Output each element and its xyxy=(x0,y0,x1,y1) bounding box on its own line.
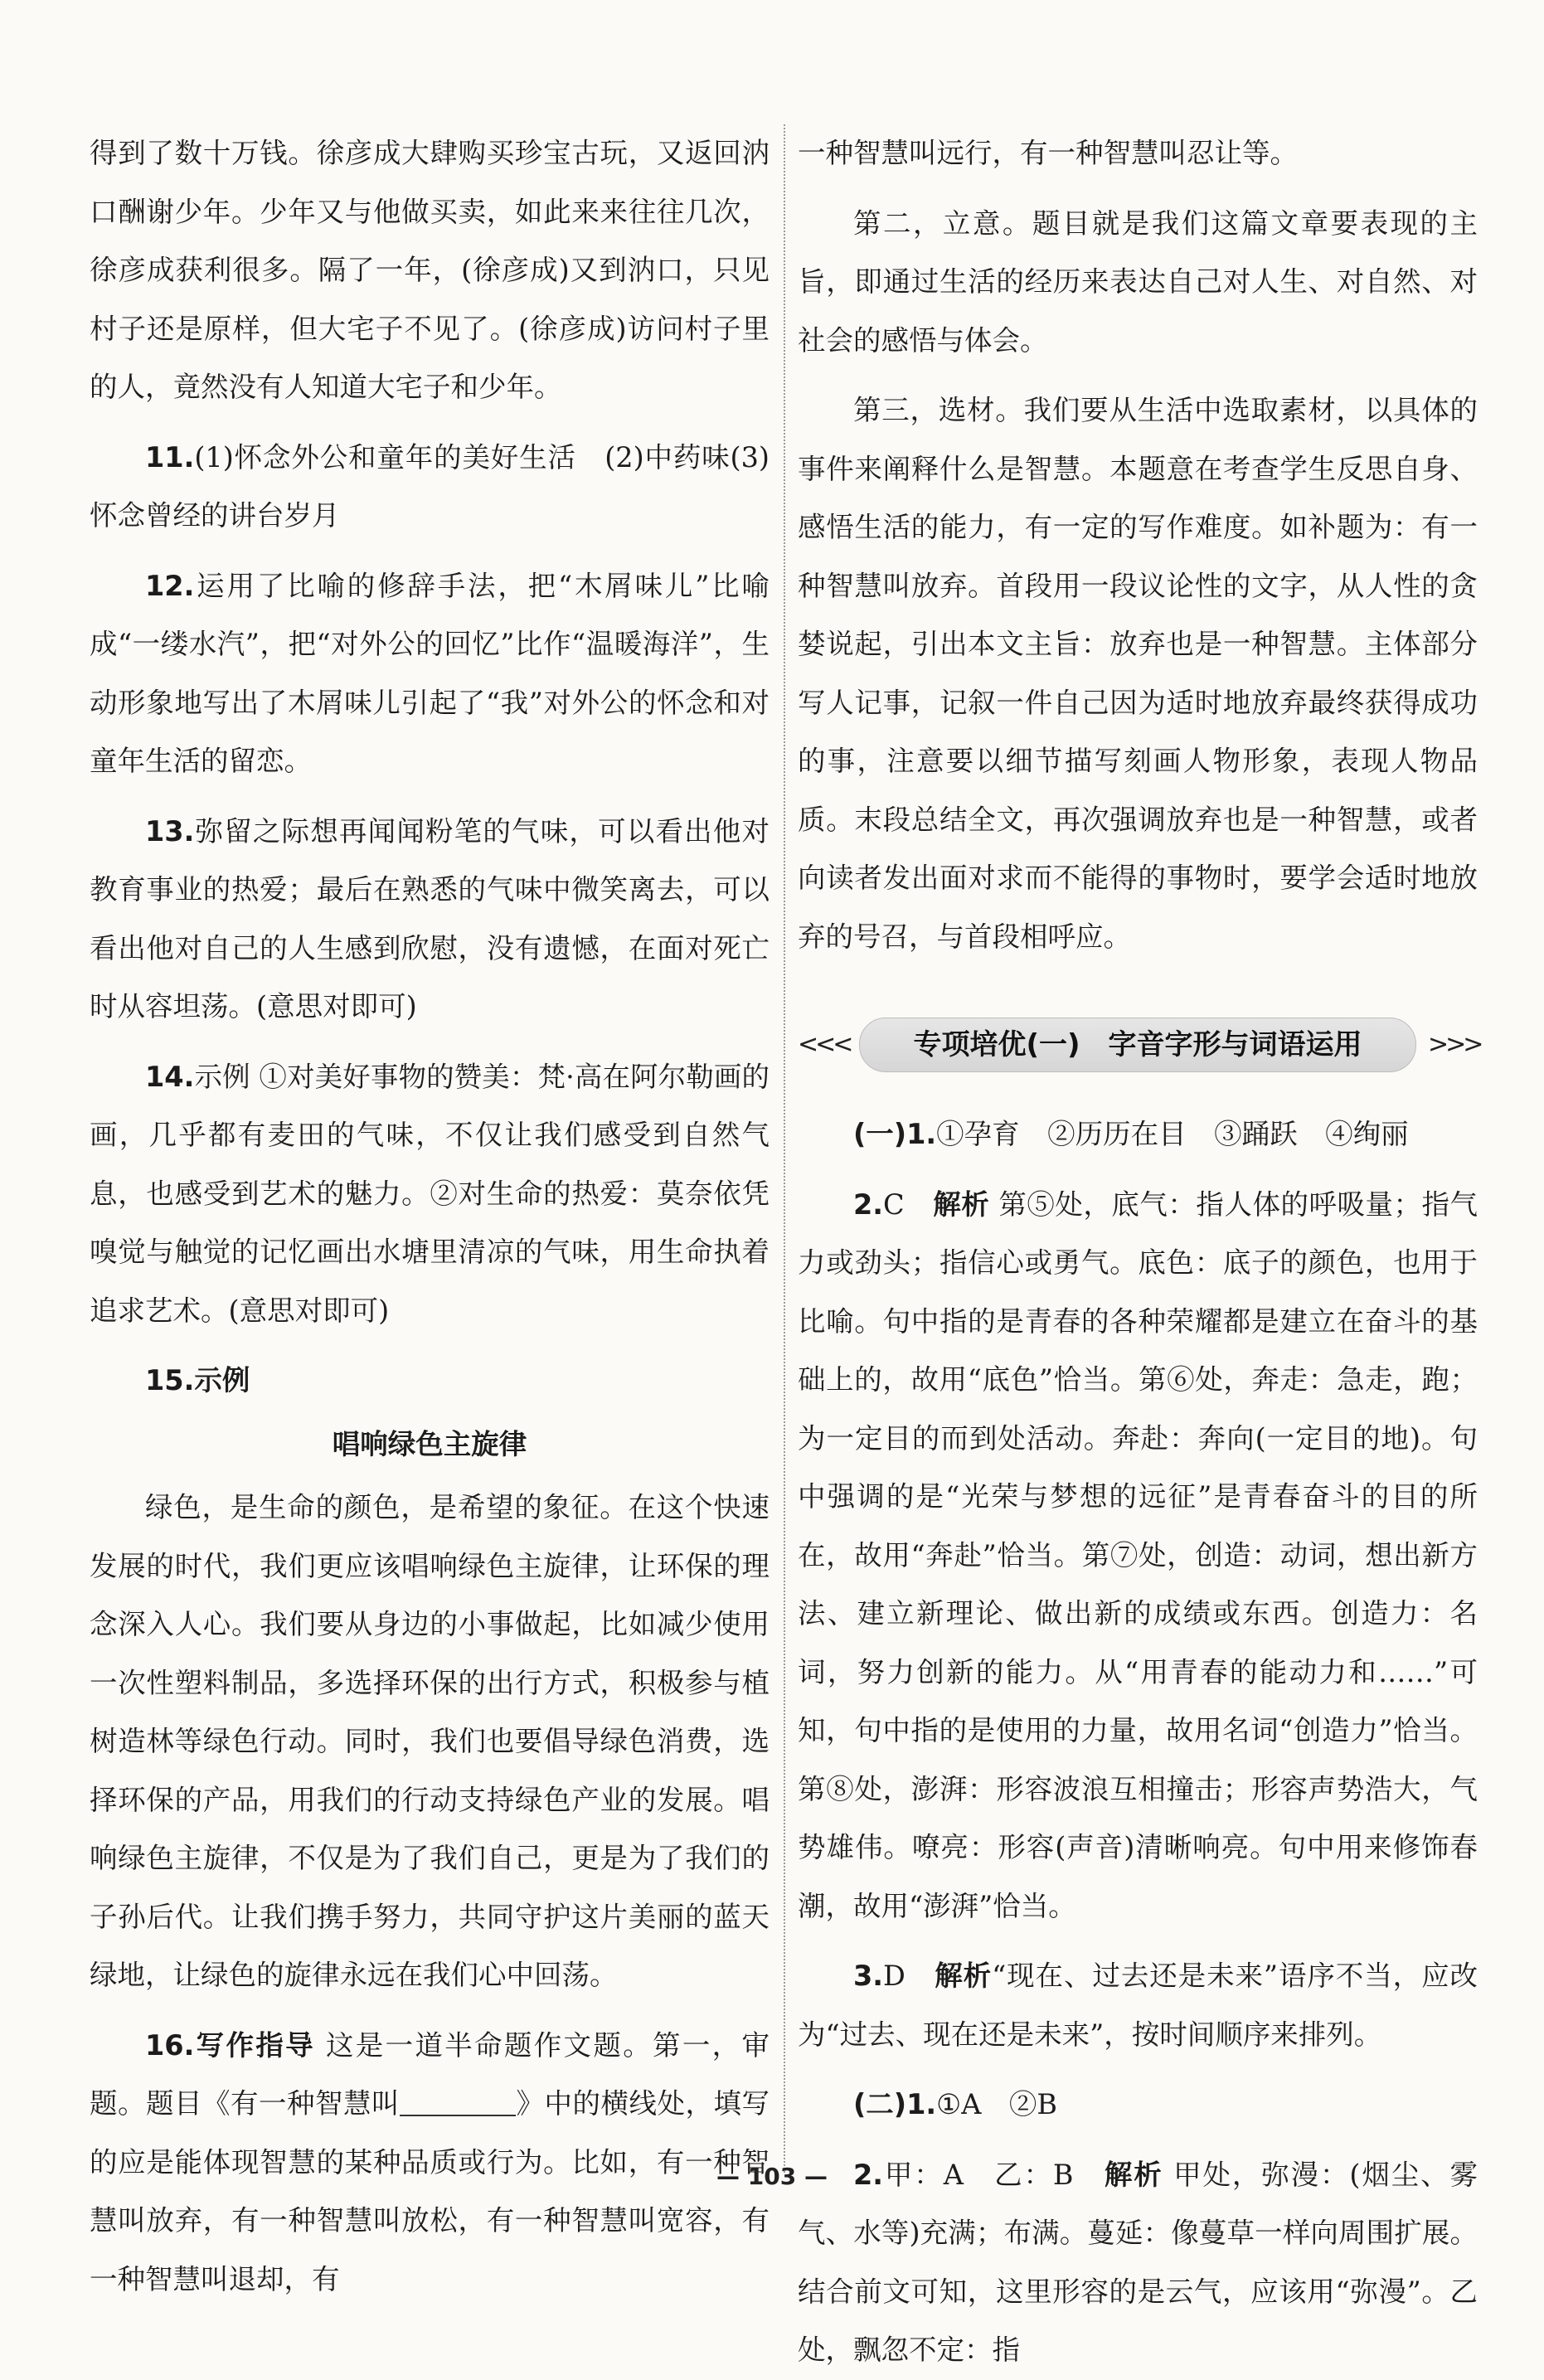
answer-15-label: 示例 xyxy=(194,1364,250,1396)
answer-11-number: 11. xyxy=(145,440,195,474)
answer-15-number: 15. xyxy=(145,1364,195,1396)
group1-answer-2 xyxy=(798,1176,1478,1936)
fill-in-blank-line xyxy=(400,2087,516,2117)
group1-answer-2-text: 第⑤处，底气：指人体的呼吸量；指气力或劲头；指信心或勇气。底色：底子的颜色，也用于比喻。句中指的是青春的各种荣耀都是建立在奋斗的基础上的，故用“底色”恰当。第⑥处，奔走：急走，跑；为一定目的而到处活动。奔赴：奔向(一定目的地)。句中强调的是“光荣与梦想的远征”是青春奋斗的目的所在，故用“奔赴”恰当。第⑦处，创造：动词，想出新方法、建立新理论、做出新的成绩或东西。创造力：名词，努力创新的能力。从“用青春的能动力和……”可知，句中指的是使用的力量，故用名词“创造力”恰当。第⑧处，澎湃：形容波浪互相撞击；形容声势浩大，气势雄伟。嘹亮：形容(声音)清晰响亮。句中用来修饰春潮，故用“澎湃”恰当。 xyxy=(798,1188,1478,1922)
group2-answer-2-number: 2. xyxy=(853,2158,884,2191)
essay-title: 唱响绿色主旋律 xyxy=(332,1427,527,1460)
answer-14 xyxy=(90,1048,770,1341)
section-header xyxy=(798,1016,1481,1074)
group2-answer-2-label: 解析 xyxy=(1104,2158,1163,2191)
chevron-left-icon: <<< xyxy=(798,1029,851,1059)
section-title: 专项培优(一) 字音字形与词语运用 xyxy=(859,1018,1416,1072)
group1-answer-3-text: “现在、过去还是未来”语序不当，应改为“过去、现在还是未来”，按时间顺序来排列。 xyxy=(798,1960,1478,2051)
column-divider xyxy=(784,124,786,2173)
paragraph-second: 第二，立意。题目就是我们这篇文章要表现的主旨，即通过生活的经历来表达自己对人生、对自然、对社会的感悟与体会。 xyxy=(798,206,1478,357)
group1-answer-3-number: 3. xyxy=(853,1960,884,1992)
paragraph-third: 第三，选材。我们要从生活中选取素材，以具体的事件来阐释什么是智慧。本题意在考查学生反思自身、感悟生活的能力，有一定的写作难度。如补题为：有一种智慧叫放弃。首段用一段议论性的文字，从人性的贪婪说起，引出本文主旨：放弃也是一种智慧。主体部分写人记事，记叙一件自己因为适时地放弃最终获得成功的事，注意要以细节描写刻画人物形象，表现人物品质。末段总结全文，再次强调放弃也是一种智慧，或者向读者发出面对求而不能得的事物时，要学会适时地放弃的号召，与首段相呼应。 xyxy=(798,394,1478,953)
intro-paragraph: 得到了数十万钱。徐彦成大肆购买珍宝古玩，又返回汭口酬谢少年。少年又与他做买卖，如此来来往往几次，徐彦成获利很多。隔了一年，(徐彦成)又到汭口，只见村子还是原样，但大宅子不见了。(徐彦成)访问村子里的人，竟然没有人知道大宅子和少年。 xyxy=(90,137,770,403)
group2-answer-1 xyxy=(798,2076,1478,2135)
group1-answer-1-head: (一)1. xyxy=(853,1118,937,1150)
group2-answer-1-text: ①A ②B xyxy=(936,2088,1058,2120)
answer-13-number: 13. xyxy=(145,814,195,848)
group1-answer-1 xyxy=(798,1105,1478,1164)
left-column xyxy=(90,124,770,2309)
group1-answer-2-label: 解析 xyxy=(933,1188,990,1221)
answer-16-number: 16. xyxy=(145,2028,195,2062)
group2-answer-1-head: (二)1. xyxy=(853,2088,937,2120)
answer-11 xyxy=(90,429,770,546)
group1-answer-1-text: ①孕育 ②历历在目 ③踊跃 ④绚丽 xyxy=(936,1118,1409,1150)
group1-answer-3-label: 解析 xyxy=(935,1960,993,1992)
answer-15 xyxy=(90,1352,770,1411)
group2-answer-2-choice: 甲：A 乙：B xyxy=(883,2158,1074,2191)
essay-body: 绿色，是生命的颜色，是希望的象征。在这个快速发展的时代，我们更应该唱响绿色主旋律，让环保的理念深入人心。我们要从身边的小事做起，比如减少使用一次性塑料制品，多选择环保的出行方式，积极参与植树造林等绿色行动。同时，我们也要倡导绿色消费，选择环保的产品，用我们的行动支持绿色产业的发展。唱响绿色主旋律，不仅是为了我们自己，更是为了我们的子孙后代。让我们携手努力，共同守护这片美丽的蓝天绿地，让绿色的旋律永远在我们心中回荡。 xyxy=(90,1491,770,1991)
answer-16-label: 写作指导 xyxy=(194,2028,315,2062)
group1-answer-2-number: 2. xyxy=(853,1188,884,1221)
chevron-right-icon: >>> xyxy=(1428,1029,1481,1059)
answer-16-text-a: 这是一道半命题作文题。第一，审题。题目《有一种智慧叫 xyxy=(90,2028,770,2120)
answer-12 xyxy=(90,557,770,791)
answer-12-number: 12. xyxy=(145,569,195,602)
page-number: — 103 — xyxy=(716,2163,828,2190)
group1-answer-3 xyxy=(798,1947,1478,2064)
answer-12-text: 运用了比喻的修辞手法，把“木屑味儿”比喻成“一缕水汽”，把“对外公的回忆”比作“温暖海洋”，生动形象地写出了木屑味儿引起了“我”对外公的怀念和对童年生活的留恋。 xyxy=(90,569,770,777)
continuation-paragraph: 一种智慧叫远行，有一种智慧叫忍让等。 xyxy=(798,137,1298,169)
right-column xyxy=(798,124,1481,2380)
answer-14-number: 14. xyxy=(145,1060,195,1093)
answer-13 xyxy=(90,803,770,1037)
answer-16-text-b: 》中的横线处，填写的应是能体现智慧的某种品质或行为。比如，有一种智慧叫放弃，有一种智慧叫放松，有一种智慧叫宽容，有一种智慧叫退却，有 xyxy=(90,2087,770,2295)
answer-14-text: 示例 ①对美好事物的赞美：梵·高在阿尔勒画的画，几乎都有麦田的气味，不仅让我们感受到自然气息，也感受到艺术的魅力。②对生命的热爱：莫奈依凭嗅觉与触觉的记忆画出水塘里清凉的气味，用生命执着追求艺术。(意思对即可) xyxy=(90,1060,770,1327)
group1-answer-2-choice: C xyxy=(883,1188,905,1221)
answer-11-text: (1)怀念外公和童年的美好生活 (2)中药味(3)怀念曾经的讲台岁月 xyxy=(90,440,770,532)
group1-answer-3-choice: D xyxy=(883,1960,906,1992)
answer-13-text: 弥留之际想再闻闻粉笔的气味，可以看出他对教育事业的热爱；最后在熟悉的气味中微笑离去，可以看出他对自己的人生感到欣慰，没有遗憾，在面对死亡时从容坦荡。(意思对即可) xyxy=(90,814,770,1022)
group2-answer-2-text: 甲处，弥漫：(烟尘、雾气、水等)充满；布满。蔓延：像蔓草一样向周围扩展。结合前文可知，这里形容的是云气，应该用“弥漫”。乙处，飘忽不定：指 xyxy=(798,2158,1478,2366)
